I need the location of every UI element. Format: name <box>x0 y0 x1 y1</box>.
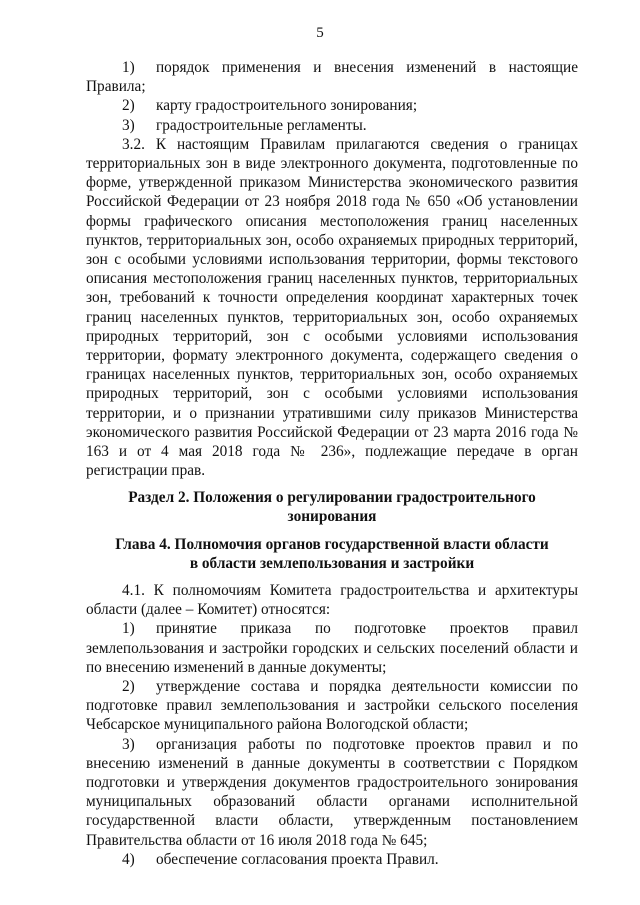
chapter-heading-line: в области землепользования и застройки <box>189 555 475 573</box>
list-item-number: 3) <box>122 116 135 134</box>
list-item-number: 1) <box>122 59 135 76</box>
list-item-number: 4) <box>122 850 135 868</box>
list-item <box>86 58 578 96</box>
list-item-text: утверждение состава и порядка деятельности комиссии по подготовке правил землепользования и застройки сельского поселения Чебсарское муниципального района Вологодской области; <box>86 678 578 734</box>
list-item-text: принятие приказа по подготовке проектов правил землепользования и застройки городских и сельских поселений области и по внесению изменений в данные документы; <box>86 620 578 676</box>
section-heading-line: Раздел 2. Положения о регулировании градостроительного <box>128 489 536 506</box>
list-item <box>86 735 578 850</box>
chapter-heading <box>86 535 578 573</box>
list-item <box>86 96 578 115</box>
list-item-number: 3) <box>122 735 135 753</box>
paragraph-3-2: 3.2. К настоящим Правилам прилагаются сведения о границах территориальных зон в виде электронного документа, подготовленные по форме, утвержденной приказом Министерства экономического развития Российской Федерации от 23 ноября 2018 года № 650 «Об установлении формы графического описания местоположения границ населенных пунктов, территориальных зон, особо охраняемых природных территорий, зон с особыми условиями использования территории, формы текстового описания местоположения границ населенных пунктов, территориальных зон, требований к точности определения координат характерных точек границ населенных пунктов, территориальных зон, особо охраняемых природных территорий, зон с особыми условиями использования территории, формату электронного документа, содержащего сведения о границах населенных пунктов, территориальных зон, особо охраняемых природных территорий, зон с особыми условиями использования территории, и о признании утратившими силу приказов Министерства экономического развития Российской Федерации от 23 марта 2016 года № 163 и от 4 мая 2018 года № 236», подлежащие передаче в орган регистрации прав. <box>86 135 578 480</box>
list-item <box>86 850 578 869</box>
list-item <box>86 116 578 135</box>
paragraph-4-1: 4.1. К полномочиям Комитета градостроительства и архитектуры области (далее – Комитет) относятся: <box>86 582 578 619</box>
list-item-text: порядок применения и внесения изменений в настоящие Правила; <box>86 59 578 96</box>
list-item-text: градостроительные регламенты. <box>156 116 367 134</box>
list-item <box>86 677 578 735</box>
section1-body <box>86 58 578 480</box>
list-item-text: организация работы по подготовке проектов правил и по внесению изменений в данные документы в соответствии с Порядком подготовки и утверждения документов градостроительного зонирования муниципальных образований области органами исполнительной государственной власти области, утвержденным постановлением Правительства области от 16 июля 2018 года № 645; <box>86 735 578 849</box>
list-item-text: карту градостроительного зонирования; <box>156 97 418 115</box>
list-item-number: 2) <box>122 678 135 696</box>
list-item-text: обеспечение согласования проекта Правил. <box>156 850 439 868</box>
section-heading-line: зонирования <box>287 508 377 526</box>
list-item <box>86 619 578 677</box>
section-heading <box>86 488 578 526</box>
section2-body <box>86 581 578 869</box>
list-item-number: 2) <box>122 97 135 115</box>
list-item-number: 1) <box>122 620 135 638</box>
page-number: 5 <box>316 25 324 41</box>
chapter-heading-line: Глава 4. Полномочия органов государственной власти области <box>115 536 549 553</box>
